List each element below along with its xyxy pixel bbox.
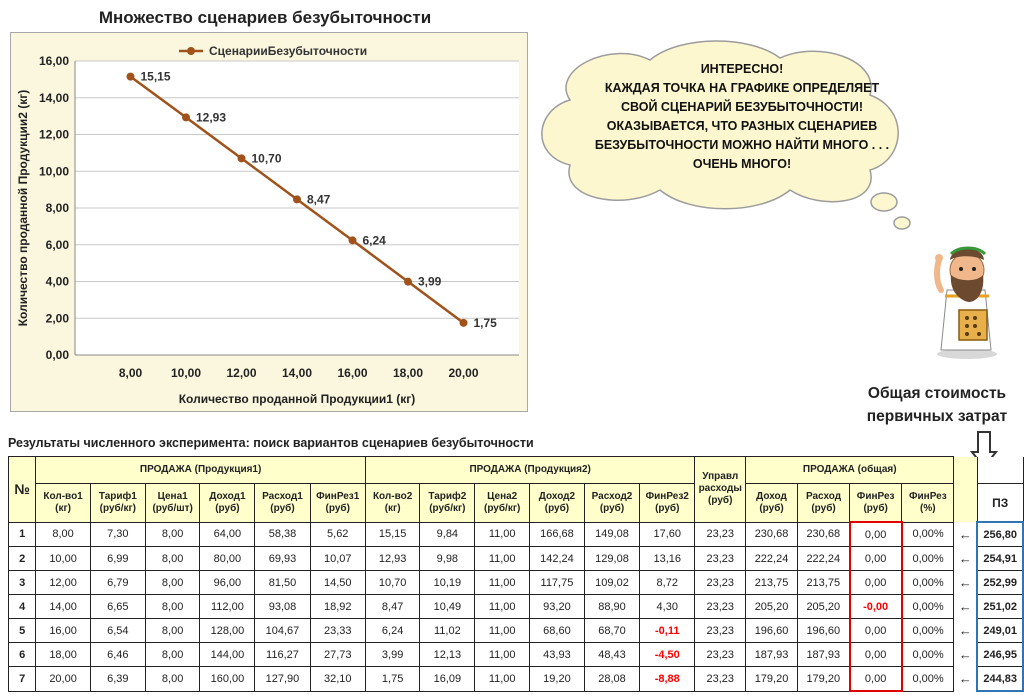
legend-marker	[187, 47, 195, 55]
expense1: 93,08	[255, 595, 310, 619]
row-arrow-icon: ←	[958, 671, 972, 687]
income2: 142,24	[529, 547, 584, 571]
finres-percent: 0,00%	[902, 643, 954, 667]
cloud-line: БЕЗУБЫТОЧНОСТИ МОЖНО НАЙТИ МНОГО . . .	[594, 138, 890, 152]
finres-total: 0,00	[850, 643, 902, 667]
data-label: 8,47	[307, 192, 331, 207]
y-tick-label: 2,00	[45, 311, 69, 326]
table-row	[9, 643, 1024, 667]
cloud-line: КАЖДАЯ ТОЧКА НА ГРАФИКЕ ОПРЕДЕЛЯЕТ	[604, 81, 880, 95]
pz-value: 251,02	[977, 595, 1023, 619]
subheader: Расход (руб)	[798, 484, 850, 523]
finres2: -8,88	[640, 667, 695, 692]
qty1: 18,00	[36, 643, 90, 667]
qty2: 1,75	[365, 667, 419, 692]
income2: 166,68	[529, 522, 584, 547]
subheader: ФинРез (руб)	[850, 484, 902, 523]
row-number: 4	[9, 595, 36, 619]
chart-area	[10, 32, 528, 412]
expense2: 68,70	[584, 619, 639, 643]
header-product1: ПРОДАЖА (Продукция1)	[36, 457, 366, 484]
price2: 11,00	[475, 667, 530, 692]
income2: 19,20	[529, 667, 584, 692]
qty1: 12,00	[36, 571, 90, 595]
income-total: 205,20	[746, 595, 798, 619]
tariff1: 7,30	[90, 522, 145, 547]
expense-total: 213,75	[798, 571, 850, 595]
income1: 96,00	[200, 571, 255, 595]
expense-total: 179,20	[798, 667, 850, 692]
tariff1: 6,65	[90, 595, 145, 619]
income1: 80,00	[200, 547, 255, 571]
expense2: 129,08	[584, 547, 639, 571]
data-point	[238, 154, 246, 162]
y-tick-label: 8,00	[45, 201, 69, 215]
expense1: 127,90	[255, 667, 310, 692]
subheader: ФинРез (%)	[902, 484, 954, 523]
expense2: 109,02	[584, 571, 639, 595]
philosopher-illustration-icon	[925, 230, 1005, 360]
mgmt-expense: 23,23	[695, 643, 746, 667]
finres1: 18,92	[310, 595, 365, 619]
qty2: 8,47	[365, 595, 419, 619]
pz-caption-line: Общая стоимость	[867, 385, 1007, 402]
finres-total: 0,00	[850, 522, 902, 547]
header-product2: ПРОДАЖА (Продукция2)	[365, 457, 695, 484]
finres2: 13,16	[640, 547, 695, 571]
y-tick-label: 16,00	[38, 54, 69, 68]
price1: 8,00	[145, 643, 200, 667]
expense1: 104,67	[255, 619, 310, 643]
finres-total: 0,00	[850, 667, 902, 692]
qty2: 10,70	[365, 571, 419, 595]
table-row	[9, 667, 1024, 692]
finres1: 10,07	[310, 547, 365, 571]
price2: 11,00	[475, 619, 530, 643]
data-label: 1,75	[473, 315, 497, 330]
legend-label: СценарииБезубыточности	[209, 44, 368, 58]
qty2: 3,99	[365, 643, 419, 667]
row-number: 6	[9, 643, 36, 667]
income-total: 187,93	[746, 643, 798, 667]
pz-caption-line: первичных затрат	[866, 408, 1008, 425]
qty1: 14,00	[36, 595, 90, 619]
pz-value: 256,80	[977, 522, 1023, 547]
pz-value: 254,91	[977, 547, 1023, 571]
pz-caption	[850, 382, 1024, 428]
price1: 8,00	[145, 571, 200, 595]
subheader: Доход2 (руб)	[529, 484, 584, 523]
expense1: 81,50	[255, 571, 310, 595]
row-arrow-icon: ←	[958, 599, 972, 614]
header-total: ПРОДАЖА (общая)	[746, 457, 954, 484]
pz-value: 249,01	[977, 619, 1023, 643]
subheader: Доход (руб)	[746, 484, 798, 523]
x-tick-label: 10,00	[170, 366, 202, 380]
y-tick-label: 6,00	[45, 237, 69, 252]
y-tick-label: 4,00	[45, 274, 69, 289]
expense1: 69,93	[255, 547, 310, 571]
income1: 64,00	[200, 522, 255, 547]
line-chart	[11, 33, 527, 411]
qty2: 12,93	[365, 547, 419, 571]
table-row	[9, 619, 1024, 643]
tariff1: 6,46	[90, 643, 145, 667]
income-total: 213,75	[746, 571, 798, 595]
tariff2: 9,98	[420, 547, 475, 571]
expense1: 116,27	[255, 643, 310, 667]
data-label: 15,15	[140, 69, 171, 84]
subheader: Тариф2 (руб/кг)	[420, 484, 475, 523]
income2: 117,75	[529, 571, 584, 595]
finres-percent: 0,00%	[902, 619, 954, 643]
price1: 8,00	[145, 667, 200, 692]
tariff2: 10,49	[420, 595, 475, 619]
y-tick-label: 0,00	[45, 348, 69, 362]
finres-percent: 0,00%	[902, 667, 954, 692]
price2: 11,00	[475, 595, 530, 619]
table-row	[9, 571, 1024, 595]
subheader: ФинРез1 (руб)	[310, 484, 365, 523]
price1: 8,00	[145, 522, 200, 547]
y-tick-label: 10,00	[38, 164, 69, 179]
subheader: Цена1 (руб/шт)	[145, 484, 200, 523]
qty2: 6,24	[365, 619, 419, 643]
chart-title: Множество сценариев безубыточности	[98, 8, 432, 27]
data-label: 3,99	[418, 274, 442, 289]
mgmt-expense: 23,23	[695, 571, 746, 595]
subheader: Тариф1 (руб/кг)	[90, 484, 145, 523]
finres-percent: 0,00%	[902, 547, 954, 571]
data-point	[404, 278, 412, 286]
income-total: 196,60	[746, 619, 798, 643]
finres-percent: 0,00%	[902, 571, 954, 595]
row-arrow-icon: ←	[958, 647, 972, 662]
finres-percent: 0,00%	[902, 595, 954, 619]
price1: 8,00	[145, 619, 200, 643]
cloud-line: ОКАЗЫВАЕТСЯ, ЧТО РАЗНЫХ СЦЕНАРИЕВ	[606, 119, 878, 133]
finres2: 4,30	[640, 595, 695, 619]
subheader: Кол-во2 (кг)	[365, 484, 419, 523]
table-row	[9, 595, 1024, 619]
data-label: 12,93	[196, 110, 227, 125]
tariff2: 11,02	[420, 619, 475, 643]
subheader: Доход1 (руб)	[200, 484, 255, 523]
row-number: 2	[9, 547, 36, 571]
data-point	[182, 113, 190, 121]
row-arrow-icon: ←	[958, 526, 972, 542]
row-number: 7	[9, 667, 36, 692]
qty1: 16,00	[36, 619, 90, 643]
qty1: 10,00	[36, 547, 90, 571]
finres1: 32,10	[310, 667, 365, 692]
x-tick-label: 18,00	[392, 366, 424, 380]
income-total: 179,20	[746, 667, 798, 692]
income1: 160,00	[200, 667, 255, 692]
x-tick-label: 16,00	[337, 366, 368, 380]
mgmt-expense: 23,23	[695, 619, 746, 643]
finres-total: 0,00	[850, 571, 902, 595]
data-point	[460, 319, 468, 327]
finres-percent: 0,00%	[902, 522, 954, 547]
expense2: 149,08	[584, 522, 639, 547]
finres2: -0,11	[640, 619, 695, 643]
x-tick-label: 8,00	[118, 366, 143, 380]
price1: 8,00	[145, 547, 200, 571]
cloud-text	[592, 60, 892, 174]
finres2: -4,50	[640, 643, 695, 667]
row-arrow-icon: ←	[958, 551, 972, 566]
table-row	[9, 522, 1024, 547]
price2: 11,00	[475, 522, 530, 547]
tariff1: 6,79	[90, 571, 145, 595]
expense2: 88,90	[584, 595, 639, 619]
header-pz: ПЗ	[977, 484, 1023, 523]
row-arrow-icon: ←	[958, 623, 972, 638]
header-mgmt: Управл расходы (руб)	[695, 457, 746, 523]
price1: 8,00	[145, 595, 200, 619]
subheader: Расход1 (руб)	[255, 484, 310, 523]
row-arrow-icon: ←	[958, 575, 972, 590]
row-number: 3	[9, 571, 36, 595]
income2: 93,20	[529, 595, 584, 619]
qty1: 8,00	[36, 522, 90, 547]
tariff2: 16,09	[420, 667, 475, 692]
mgmt-expense: 23,23	[695, 667, 746, 692]
qty1: 20,00	[36, 667, 90, 692]
data-label: 10,70	[251, 151, 282, 166]
y-tick-label: 12,00	[38, 127, 69, 142]
income2: 43,93	[529, 643, 584, 667]
income1: 128,00	[200, 619, 255, 643]
x-tick-label: 14,00	[281, 366, 313, 380]
mgmt-expense: 23,23	[695, 547, 746, 571]
income1: 112,00	[200, 595, 255, 619]
finres1: 14,50	[310, 571, 365, 595]
table-row	[9, 547, 1024, 571]
data-point	[127, 73, 135, 81]
tariff1: 6,39	[90, 667, 145, 692]
income2: 68,60	[529, 619, 584, 643]
expense-total: 205,20	[798, 595, 850, 619]
mgmt-expense: 23,23	[695, 522, 746, 547]
finres1: 5,62	[310, 522, 365, 547]
finres1: 27,73	[310, 643, 365, 667]
expense2: 28,08	[584, 667, 639, 692]
data-label: 6,24	[362, 233, 386, 248]
price2: 11,00	[475, 547, 530, 571]
price2: 11,00	[475, 571, 530, 595]
finres2: 8,72	[640, 571, 695, 595]
finres1: 23,33	[310, 619, 365, 643]
results-title: Результаты численного эксперимента: поиск вариантов сценариев безубыточности	[8, 436, 534, 450]
expense-total: 230,68	[798, 522, 850, 547]
subheader: Кол-во1 (кг)	[36, 484, 90, 523]
y-tick-label: 14,00	[38, 90, 69, 105]
subheader: Цена2 (руб/кг)	[475, 484, 530, 523]
data-point	[293, 195, 301, 203]
cloud-line: ОЧЕНЬ МНОГО!	[692, 157, 792, 171]
qty2: 15,15	[365, 522, 419, 547]
x-tick-label: 12,00	[226, 366, 257, 380]
finres-total: -0,00	[850, 595, 902, 619]
tariff1: 6,99	[90, 547, 145, 571]
income-total: 230,68	[746, 522, 798, 547]
tariff2: 9,84	[420, 522, 475, 547]
results-table	[8, 456, 1024, 692]
row-number: 5	[9, 619, 36, 643]
header-num: №	[9, 457, 36, 523]
expense2: 48,43	[584, 643, 639, 667]
cloud-line: ИНТЕРЕСНО!	[700, 62, 784, 76]
pz-value: 252,99	[977, 571, 1023, 595]
expense1: 58,38	[255, 522, 310, 547]
income1: 144,00	[200, 643, 255, 667]
finres2: 17,60	[640, 522, 695, 547]
y-axis-label: Количество проданной Продукции2 (кг)	[16, 89, 30, 327]
mgmt-expense: 23,23	[695, 595, 746, 619]
tariff1: 6,54	[90, 619, 145, 643]
row-number: 1	[9, 522, 36, 547]
cloud-line: СВОЙ СЦЕНАРИЙ БЕЗУБЫТОЧНОСТИ!	[620, 100, 863, 114]
finres-total: 0,00	[850, 619, 902, 643]
x-axis-label: Количество проданной Продукции1 (кг)	[178, 392, 416, 406]
tariff2: 10,19	[420, 571, 475, 595]
expense-total: 187,93	[798, 643, 850, 667]
subheader: Расход2 (руб)	[584, 484, 639, 523]
price2: 11,00	[475, 643, 530, 667]
data-point	[349, 236, 357, 244]
tariff2: 12,13	[420, 643, 475, 667]
finres-total: 0,00	[850, 547, 902, 571]
subheader: ФинРез2 (руб)	[640, 484, 695, 523]
pz-value: 244,83	[977, 667, 1023, 692]
pz-value: 246,95	[977, 643, 1023, 667]
income-total: 222,24	[746, 547, 798, 571]
expense-total: 222,24	[798, 547, 850, 571]
x-tick-label: 20,00	[448, 366, 479, 380]
expense-total: 196,60	[798, 619, 850, 643]
